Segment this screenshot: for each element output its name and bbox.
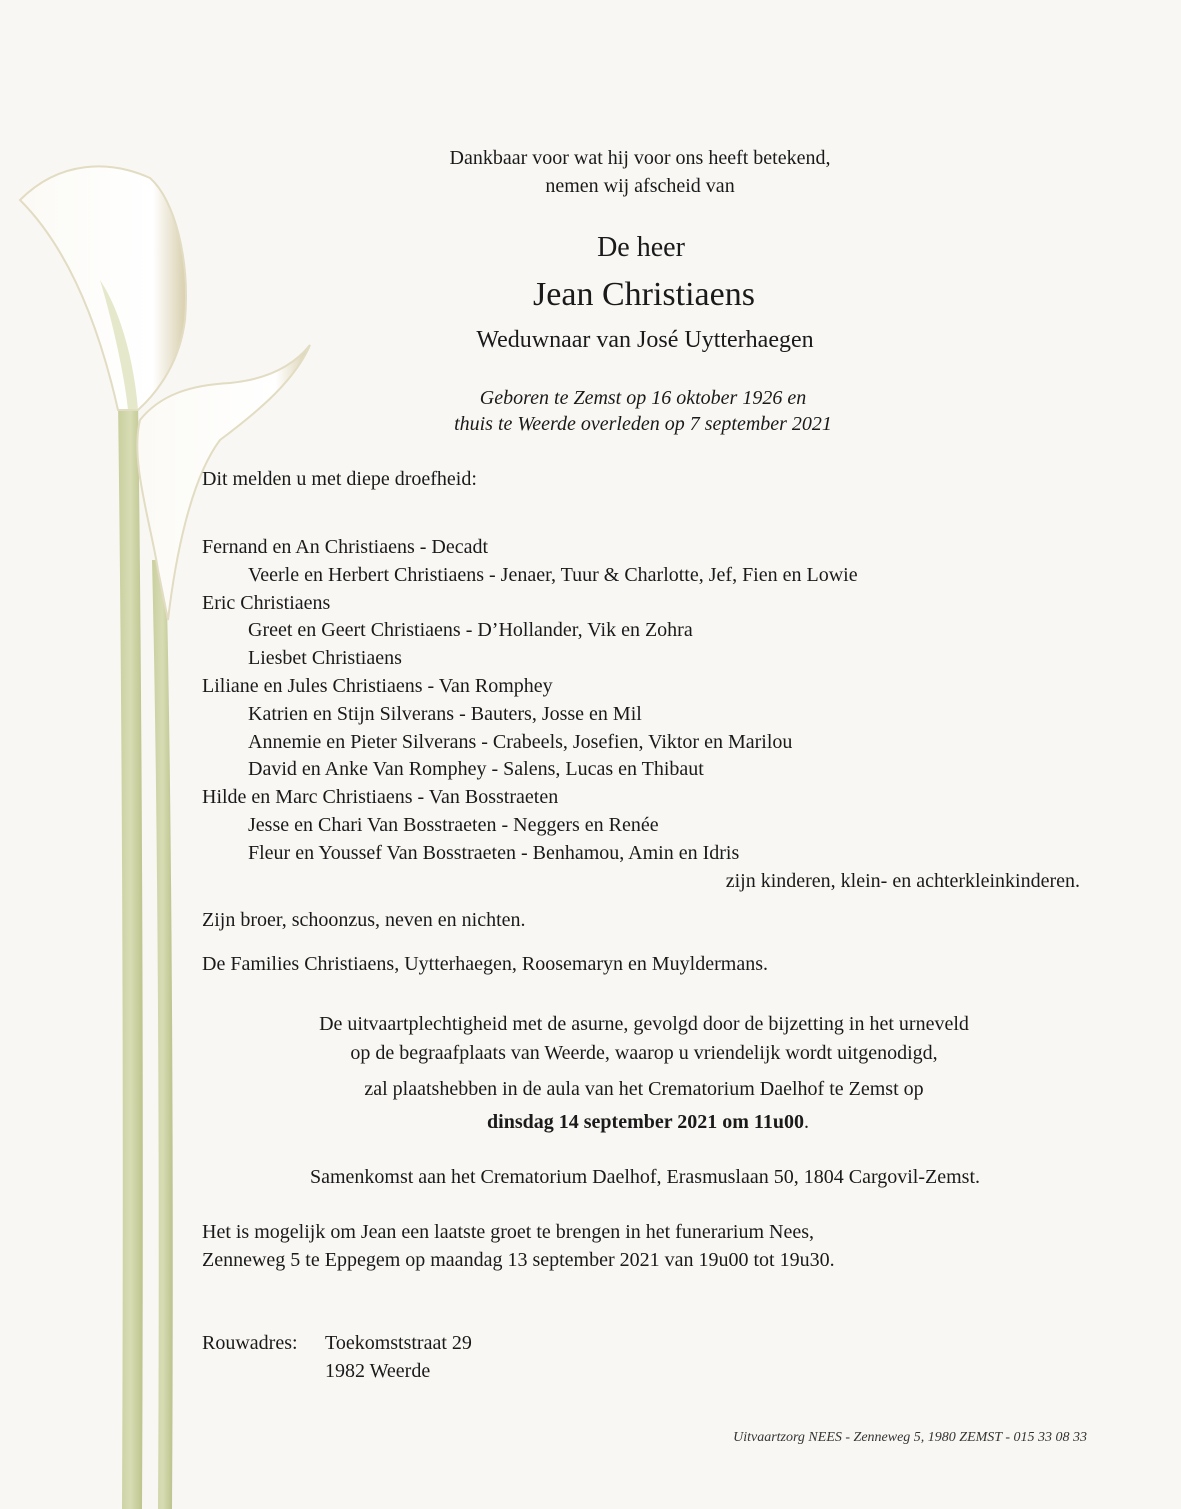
family-member-line: Greet en Geert Christiaens - D’Hollander, Vik en Zohra xyxy=(248,619,693,642)
family-role: zijn kinderen, klein- en achterkleinkinderen. xyxy=(725,870,1080,892)
intro-line: Dankbaar voor wat hij voor ons heeft betekend, xyxy=(449,147,831,169)
family-member-line: Eric Christiaens xyxy=(202,591,331,614)
family-member-line: Fernand en An Christiaens - Decadt xyxy=(202,536,489,558)
family-member-line: Liliane en Jules Christiaens - Van Romphey xyxy=(202,675,553,697)
visit-line: Het is mogelijk om Jean een laatste groet te brengen in het funerarium Nees, xyxy=(202,1221,815,1243)
announcement: Dit melden u met diepe droefheid: xyxy=(202,468,477,490)
gathering-line: Samenkomst aan het Crematorium Daelhof, Erasmuslaan 50, 1804 Cargovil-Zemst. xyxy=(309,1166,981,1188)
address-label: Rouwadres: xyxy=(202,1332,298,1354)
visit-line: Zenneweg 5 te Eppegem op maandag 13 september 2021 van 19u00 tot 19u30. xyxy=(202,1249,835,1271)
family-member-line: Fleur en Youssef Van Bosstraeten - Benhamou, Amin en Idris xyxy=(248,841,740,864)
intro-line: nemen wij afscheid van xyxy=(545,175,735,197)
address-street: Toekomststraat 29 xyxy=(325,1332,472,1354)
footer-funeral-home: Uitvaartzorg NEES - Zenneweg 5, 1980 ZEMST - 015 33 08 33 xyxy=(733,1430,1087,1445)
ceremony-line: zal plaatshebben in de aula van het Crematorium Daelhof te Zemst op xyxy=(364,1078,924,1100)
family-member-line: Annemie en Pieter Silverans - Crabeels, Josefien, Viktor en Marilou xyxy=(248,730,793,753)
family-member-line: Veerle en Herbert Christiaens - Jenaer, Tuur & Charlotte, Jef, Fien en Lowie xyxy=(248,563,858,586)
siblings-line: Zijn broer, schoonzus, neven en nichten. xyxy=(202,909,526,931)
ceremony-date-text: dinsdag 14 september 2021 om 11u00 xyxy=(487,1111,804,1133)
family-member-line: Katrien en Stijn Silverans - Bauters, Josse en Mil xyxy=(248,702,642,725)
period: . xyxy=(803,1111,809,1133)
address-city: 1982 Weerde xyxy=(325,1360,431,1382)
birth-line: Geboren te Zemst op 16 oktober 1926 en xyxy=(479,387,807,409)
calla-lily-illustration xyxy=(0,0,330,1509)
families-line: De Families Christiaens, Uytterhaegen, Roosemaryn en Muyldermans. xyxy=(202,953,768,975)
family-member-line: Liesbet Christiaens xyxy=(248,647,402,670)
ceremony-line: De uitvaartplechtigheid met de asurne, gevolgd door de bijzetting in het urneveld xyxy=(319,1013,969,1035)
spouse-line: Weduwnaar van José Uytterhaegen xyxy=(476,327,814,353)
ceremony-date xyxy=(487,1110,809,1134)
ceremony-line: op de begraafplaats van Weerde, waarop u vriendelijk wordt uitgenodigd, xyxy=(350,1042,938,1064)
deceased-name: Jean Christiaens xyxy=(533,276,755,313)
family-member-line: Hilde en Marc Christiaens - Van Bosstraeten xyxy=(202,786,559,809)
family-member-line: David en Anke Van Romphey - Salens, Lucas en Thibaut xyxy=(248,758,704,781)
family-member-line: Jesse en Chari Van Bosstraeten - Neggers en Renée xyxy=(248,814,659,836)
death-line: thuis te Weerde overleden op 7 september 2021 xyxy=(454,413,832,435)
salutation: De heer xyxy=(597,232,685,263)
